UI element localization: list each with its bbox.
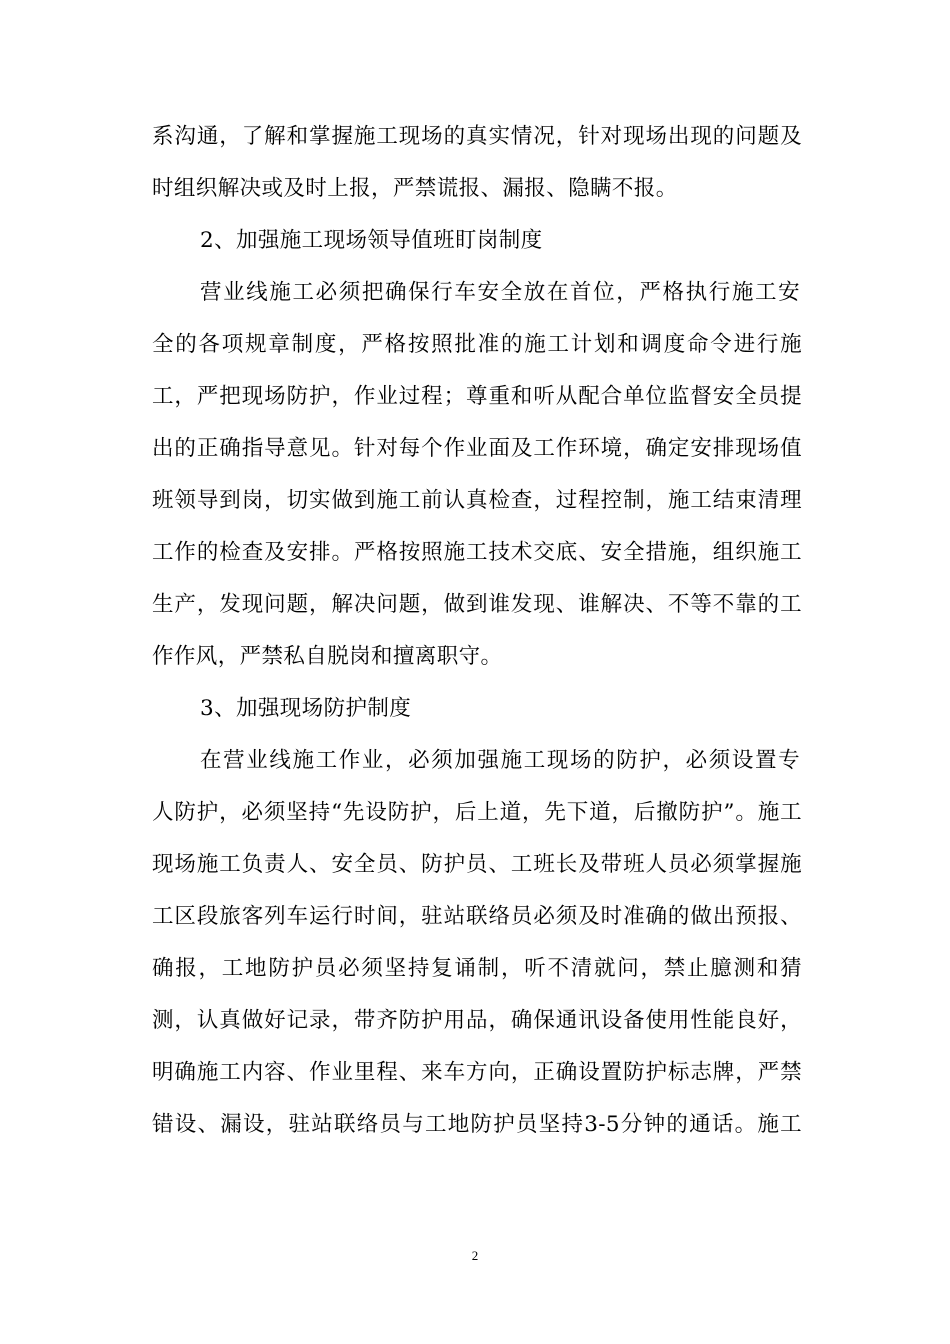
text-line: 班领导到岗，切实做到施工前认真检查，过程控制，施工结束清理 — [152, 488, 802, 513]
text-line: 作作风，严禁私自脱岗和擅离职守。 — [152, 644, 503, 669]
text-line: 出的正确指导意见。针对每个作业面及工作环境，确定安排现场值 — [152, 436, 802, 461]
paragraph-first-line: 在营业线施工作业，必须加强施工现场的防护，必须设置专 — [200, 748, 800, 773]
section-heading: 3、加强现场防护制度 — [200, 696, 412, 721]
page-number: 2 — [471, 1248, 479, 1263]
text-line: 错设、漏设，驻站联络员与工地防护员坚持3-5分钟的通话。施工 — [152, 1112, 802, 1137]
text-line: 工作的检查及安排。严格按照施工技术交底、安全措施，组织施工 — [152, 540, 802, 565]
text-line: 系沟通，了解和掌握施工现场的真实情况，针对现场出现的问题及 — [152, 124, 802, 149]
text-line: 人防护，必须坚持“先设防护，后上道，先下道，后撤防护”。施工 — [152, 800, 802, 825]
text-line: 测，认真做好记录，带齐防护用品，确保通讯设备使用性能良好， — [152, 1008, 802, 1033]
text-line: 明确施工内容、作业里程、来车方向，正确设置防护标志牌，严禁 — [152, 1060, 802, 1085]
text-line: 工，严把现场防护，作业过程；尊重和听从配合单位监督安全员提 — [152, 384, 802, 409]
text-line: 确报，工地防护员必须坚持复诵制，听不清就问，禁止臆测和猜 — [152, 956, 802, 981]
text-line: 生产，发现问题，解决问题，做到谁发现、谁解决、不等不靠的工 — [152, 592, 802, 617]
text-line: 时组织解决或及时上报，严禁谎报、漏报、隐瞒不报。 — [152, 176, 678, 201]
paragraph-first-line: 营业线施工必须把确保行车安全放在首位，严格执行施工安 — [200, 280, 800, 305]
text-line: 工区段旅客列车运行时间，驻站联络员必须及时准确的做出预报、 — [152, 904, 802, 929]
text-line: 全的各项规章制度，严格按照批准的施工计划和调度命令进行施 — [152, 332, 802, 357]
section-heading: 2、加强施工现场领导值班盯岗制度 — [200, 228, 543, 253]
text-line: 现场施工负责人、安全员、防护员、工班长及带班人员必须掌握施 — [152, 852, 802, 877]
